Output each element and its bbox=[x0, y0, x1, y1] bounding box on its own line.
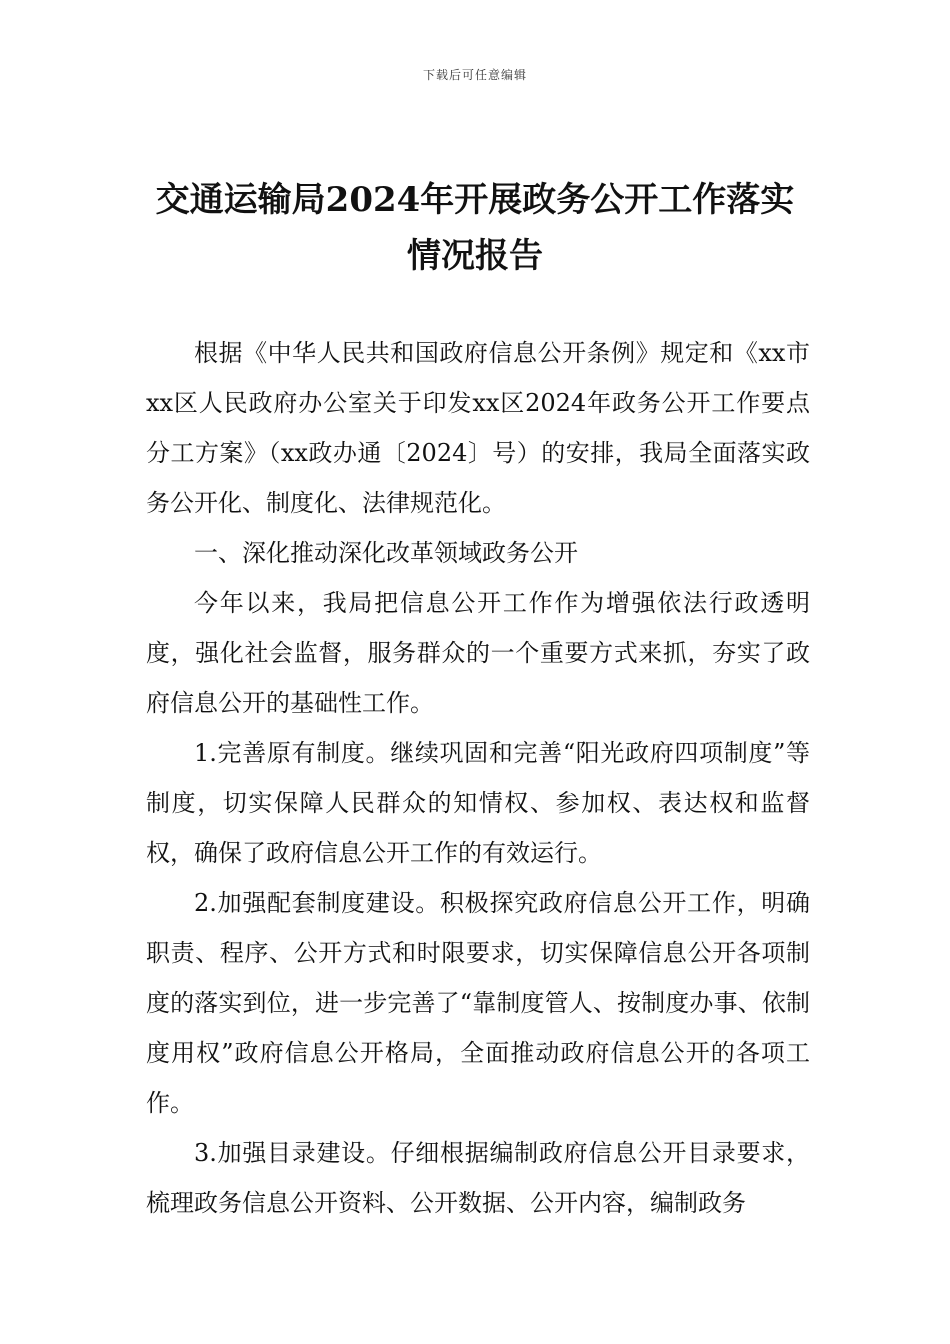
header-note: 下载后可任意编辑 bbox=[422, 68, 527, 82]
title-line-1: 交通运输局2024年开展政务公开工作落实 bbox=[155, 180, 795, 220]
document-body bbox=[146, 328, 810, 1228]
paragraph-overview: 今年以来，我局把信息公开工作作为增强依法行政透明度，强化社会监督，服务群众的一个重要方式来抓，夯实了政府信息公开的基础性工作。 bbox=[146, 589, 810, 717]
paragraph-item-2: 2.加强配套制度建设。积极探究政府信息公开工作，明确职责、程序、公开方式和时限要求，切实保障信息公开各项制度的落实到位，进一步完善了“靠制度管人、按制度办事、依制度用权”政府信息公开格局，全面推动政府信息公开的各项工作。 bbox=[146, 889, 810, 1117]
document-title bbox=[130, 172, 820, 284]
paragraph-item-1: 1.完善原有制度。继续巩固和完善“阳光政府四项制度”等制度，切实保障人民群众的知情权、参加权、表达权和监督权，确保了政府信息公开工作的有效运行。 bbox=[146, 739, 810, 867]
paragraph-item-3: 3.加强目录建设。仔细根据编制政府信息公开目录要求，梳理政务信息公开资料、公开数据、公开内容，编制政务 bbox=[146, 1139, 810, 1217]
title-line-2: 情况报告 bbox=[407, 236, 543, 276]
paragraph-intro: 根据《中华人民共和国政府信息公开条例》规定和《xx市xx区人民政府办公室关于印发xx区2024年政务公开工作要点分工方案》（xx政办通〔2024〕号）的安排，我局全面落实政务公开化、制度化、法律规范化。 bbox=[146, 339, 810, 517]
section-heading: 一、深化推动深化改革领域政务公开 bbox=[194, 539, 578, 567]
